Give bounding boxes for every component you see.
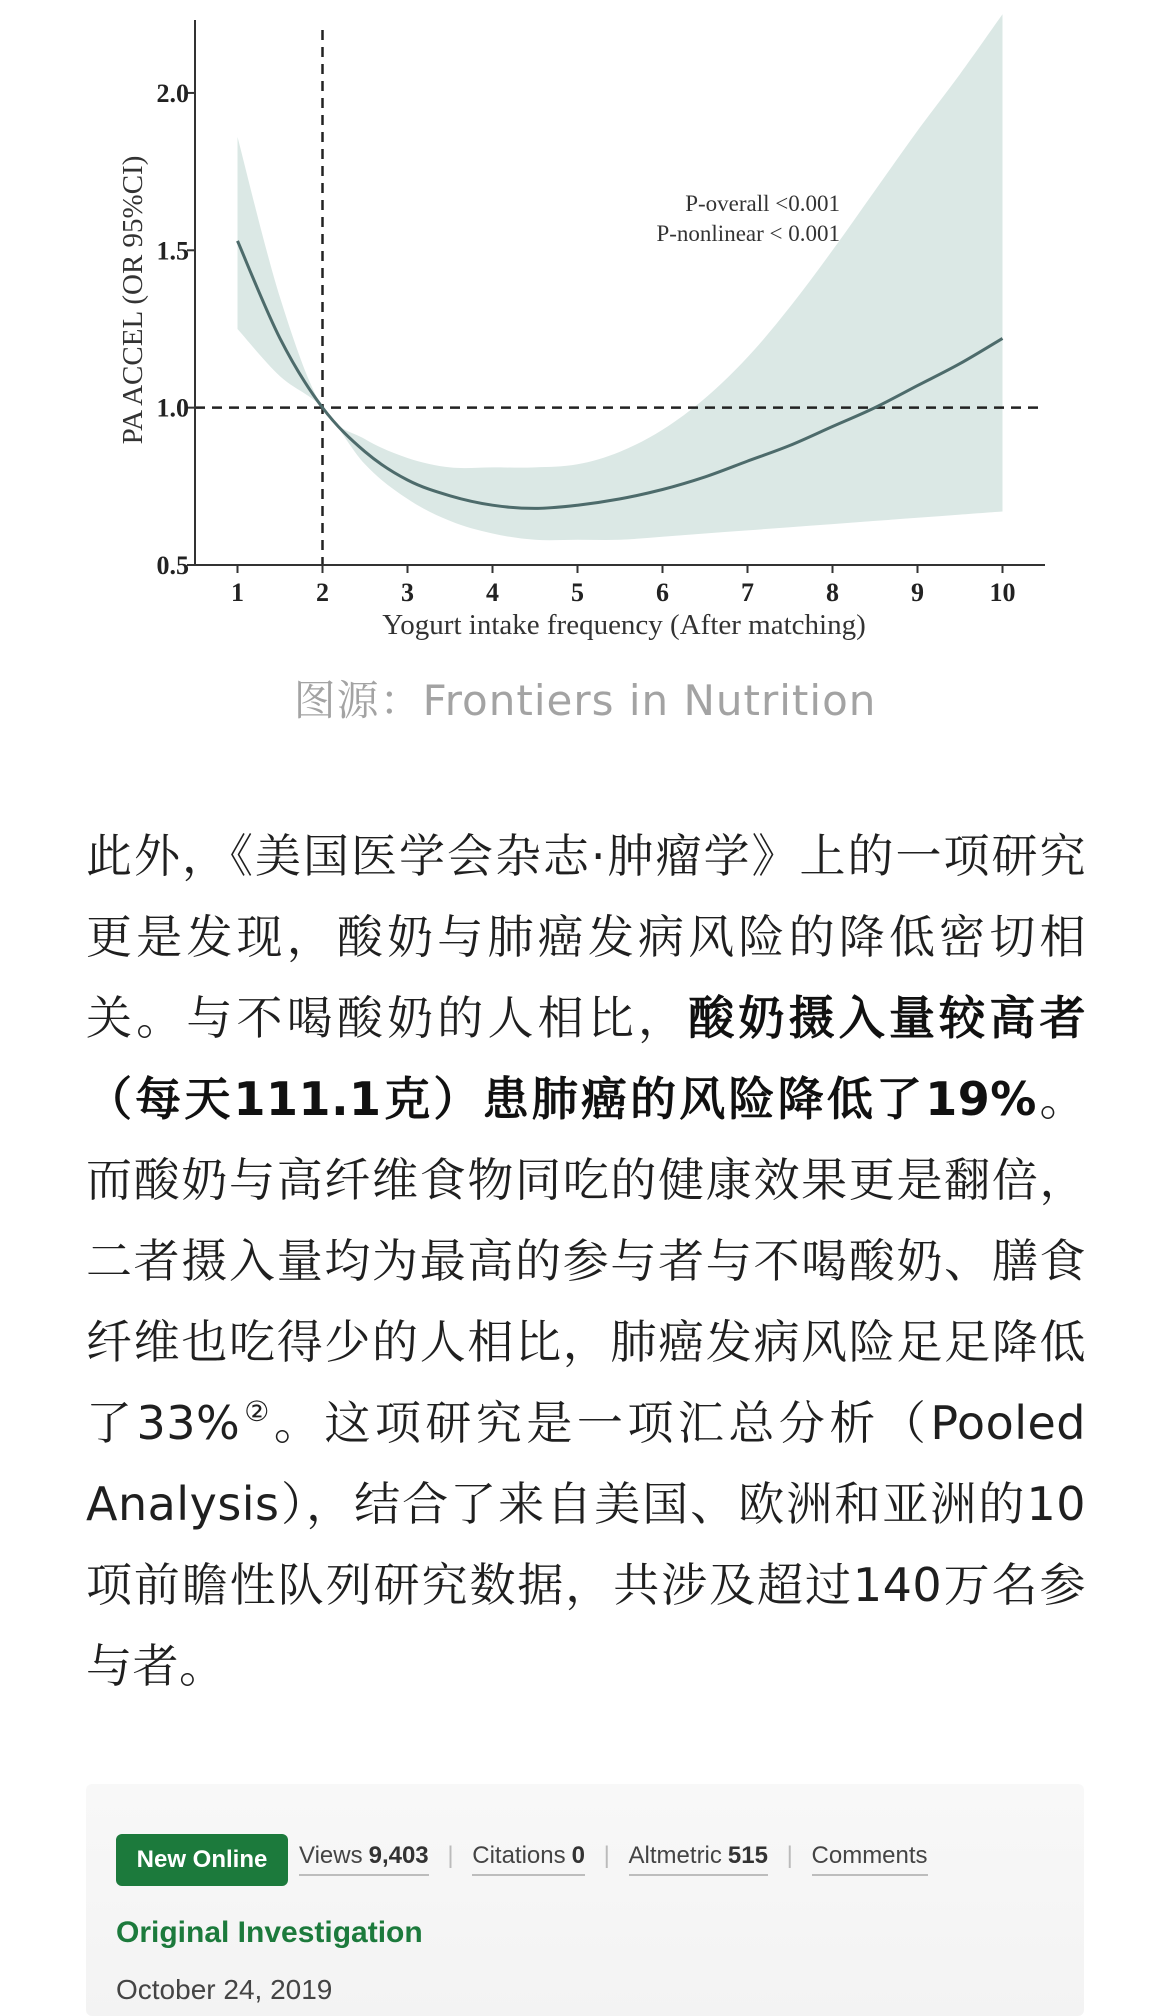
- x-tick-label: 8: [826, 578, 839, 607]
- figure: [0, 0, 1170, 660]
- y-axis-label: PA ACCEL (OR 95%CI): [117, 155, 149, 445]
- y-tick-label: 2.0: [156, 78, 189, 108]
- citations-label: Citations: [472, 1842, 566, 1869]
- views-value: 9,403: [368, 1842, 429, 1869]
- altmetric-label: Altmetric: [628, 1842, 722, 1869]
- x-tick-label: 1: [231, 578, 244, 607]
- separator: |: [786, 1842, 793, 1869]
- article-type: Original Investigation: [116, 1916, 423, 1949]
- reference-mark[interactable]: ②: [240, 1395, 274, 1428]
- x-tick-label: 2: [316, 578, 329, 607]
- confidence-band: [238, 14, 1003, 540]
- separator: |: [603, 1842, 610, 1869]
- article-text-3: 。这项研究是一项汇总分析（Pooled Analysis），结合了来自美国、欧洲和亚洲的10项前瞻性队列研究数据，共涉及超过140万名参与者。: [86, 1396, 1087, 1693]
- views-link[interactable]: [299, 1842, 429, 1876]
- altmetric-link[interactable]: [629, 1842, 768, 1876]
- article-text-2: 。而酸奶与高纤维食物同吃的健康效果更是翻倍，二者摄入量均为最高的参与者与不喝酸奶、膳食纤维也吃得少的人相比，肺癌发病风险足足降低了33%: [86, 1072, 1087, 1450]
- y-tick-label: 1.5: [156, 236, 189, 266]
- x-tick-label: 5: [571, 578, 584, 607]
- x-axis-label: Yogurt intake frequency (After matching): [382, 609, 866, 641]
- x-tick-label: 6: [656, 578, 669, 607]
- altmetric-value: 515: [727, 1842, 768, 1869]
- spline-chart: [0, 0, 1170, 660]
- x-tick-label: 3: [401, 578, 414, 607]
- article-highlight: 酸奶摄入量较高者（每天111.1克）患肺癌的风险降低了19%: [86, 991, 1087, 1126]
- article-text-1: 此外，《美国医学会杂志·肿瘤学》上的一项研究更是发现，酸奶与肺癌发病风险的降低密切相关。与不喝酸奶的人相比，: [86, 829, 1086, 1045]
- new-online-badge: New Online: [116, 1834, 288, 1886]
- y-tick-label: 1.0: [156, 393, 189, 423]
- separator: |: [447, 1842, 454, 1869]
- x-tick-label: 4: [486, 578, 499, 607]
- article-metrics: [299, 1842, 928, 1876]
- journal-card: [86, 1784, 1084, 2016]
- x-tick-label: 7: [741, 578, 754, 607]
- annotation-p-overall: P-overall <0.001: [685, 191, 840, 216]
- x-tick-label: 10: [989, 578, 1016, 607]
- figure-caption: 图源：Frontiers in Nutrition: [293, 676, 877, 725]
- citations-value: 0: [571, 1842, 585, 1869]
- citations-link[interactable]: [472, 1842, 585, 1876]
- annotation-p-nonlinear: P-nonlinear < 0.001: [656, 221, 840, 246]
- y-tick-label: 0.5: [156, 551, 189, 580]
- views-label: Views: [299, 1842, 363, 1869]
- publication-date: October 24, 2019: [116, 1974, 333, 2005]
- comments-link[interactable]: Comments: [812, 1842, 928, 1876]
- article-body: [86, 816, 1086, 1707]
- x-tick-label: 9: [911, 578, 924, 607]
